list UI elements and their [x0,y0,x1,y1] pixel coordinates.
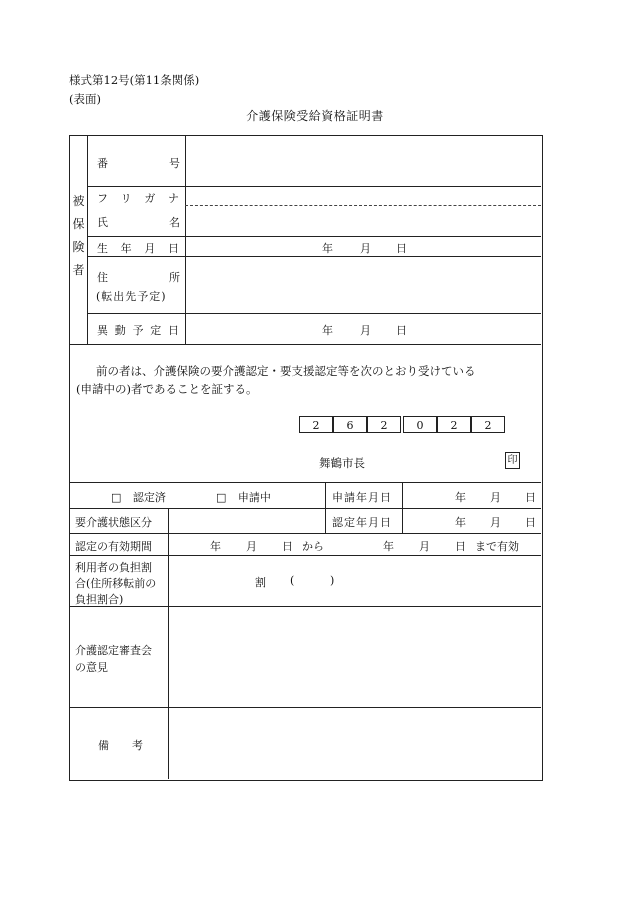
furigana-label: フ リ ガ ナ [97,192,179,205]
insurer-digit: 2 [471,416,505,433]
number-field[interactable] [186,136,540,185]
seal-mark: 印 [505,452,520,469]
issuer-name: 舞鶴市長 [319,456,365,470]
checkbox-icon[interactable]: □ [111,491,122,504]
insurer-digit: 0 [403,416,437,433]
form-side: (表面) [69,92,101,106]
insurer-digit: 2 [299,416,333,433]
opinion-label-1: 介護認定審査会 [75,644,152,657]
certified-option[interactable]: □ 認定済 [111,491,166,504]
insurer-digit: 2 [437,416,471,433]
insurer-digit: 2 [367,416,401,433]
opinion-field[interactable] [169,607,540,706]
application-date-label: 申請年月日 [332,491,392,504]
certification-date-field[interactable]: 年 月 日 [455,516,536,529]
address-field[interactable] [186,257,540,312]
insured-group-label: 被 保 険 者 [72,194,85,277]
care-level-field[interactable] [169,509,324,532]
birthdate-field[interactable]: 年 月 日 [322,242,407,255]
burden-field[interactable]: 割 ( ) [255,574,335,589]
burden-label-1: 利用者の負担割 [75,561,152,574]
burden-label-3: 負担割合) [75,593,124,606]
burden-label-2: 合(住所移転前の [75,577,157,590]
move-date-field[interactable]: 年 月 日 [322,324,407,337]
move-date-label: 異 動 予 定 日 [97,324,179,337]
certification-date-label: 認定年月日 [332,516,392,529]
opinion-label-2: の意見 [75,661,108,674]
form-number: 様式第12号(第11条関係) [69,73,200,87]
address-sublabel: (転出先予定) [96,290,167,303]
application-date-field[interactable]: 年 月 日 [455,491,536,504]
applying-option[interactable]: □ 申請中 [216,491,271,504]
furigana-field[interactable] [186,187,540,204]
certification-line-1: 前の者は、介護保険の要介護認定・要支援認定等を次のとおり受けている [96,364,476,378]
document-title: 介護保険受給資格証明書 [246,109,384,123]
validity-label: 認定の有効期間 [75,540,152,553]
insurer-digit: 6 [333,416,367,433]
certification-line-2: (申請中の)者であることを証する。 [76,382,258,396]
remarks-field[interactable] [169,708,540,778]
checkbox-icon[interactable]: □ [216,491,227,504]
birthdate-label: 生 年 月 日 [97,242,179,255]
validity-field[interactable]: 年 月 日 から 年 月 日 まで有効 [210,540,519,553]
care-level-label: 要介護状態区分 [75,516,152,529]
name-field[interactable] [186,206,540,235]
